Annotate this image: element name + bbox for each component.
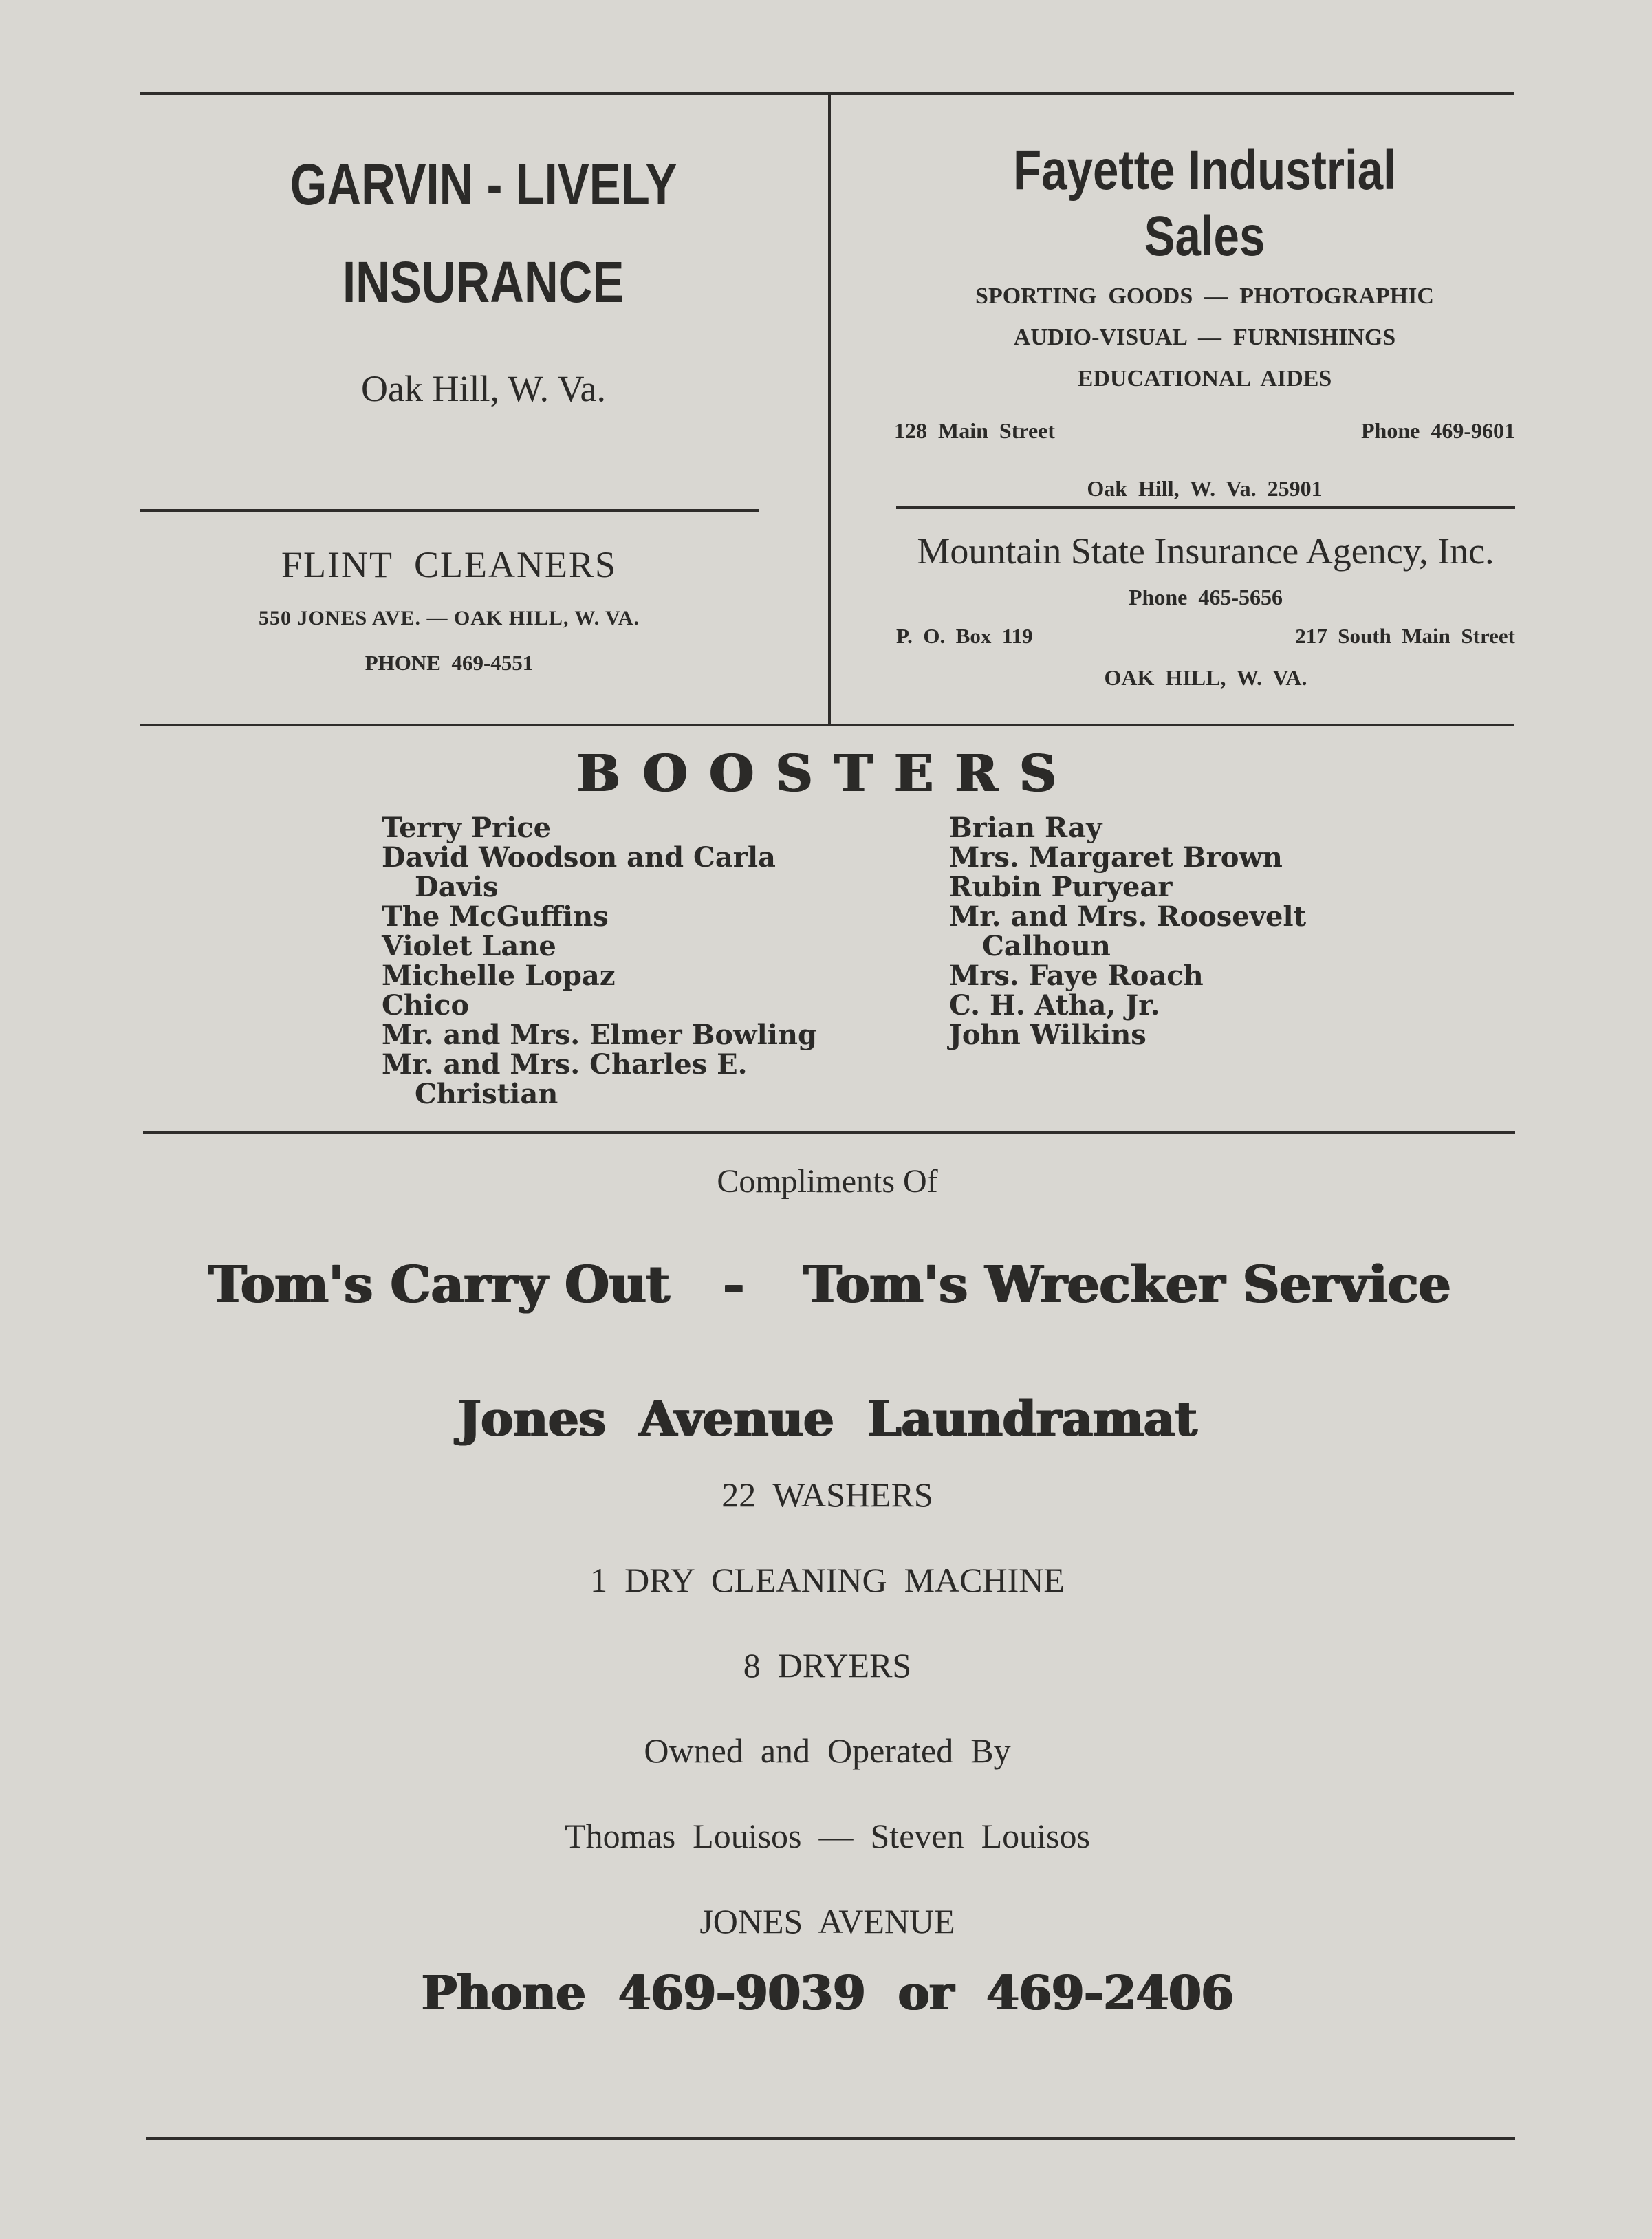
fayette-name: Fayette Industrial Sales (1013, 139, 1396, 268)
fayette-line3: EDUCATIONAL AIDES (1077, 366, 1332, 391)
center-divider (828, 92, 831, 724)
flint-phone: PHONE 469-4551 (365, 651, 534, 675)
headline-dash: - (723, 1255, 744, 1315)
booster-name: Violet Lane (382, 930, 556, 962)
booster-name: Mr. and Mrs. Charles E. (382, 1048, 748, 1081)
flint-cleaners-ad (140, 543, 759, 675)
right-mid-rule (896, 506, 1515, 509)
left-mid-rule (140, 509, 759, 512)
booster-name: Mrs. Margaret Brown (949, 841, 1283, 874)
compliments-of: Compliments Of (717, 1163, 938, 1200)
boosters-title: BOOSTERS (576, 744, 1078, 803)
ads-bottom-rule (140, 724, 1514, 726)
booster-name: Michelle Lopaz (382, 960, 616, 992)
garvin-title-line1: GARVIN - LIVELY (290, 152, 677, 217)
garvin-title-line2: INSURANCE (343, 250, 624, 314)
fayette-line2: AUDIO-VISUAL — FURNISHINGS (1013, 325, 1396, 350)
boosters-bottom-rule (143, 1131, 1515, 1134)
top-rule (140, 92, 1514, 95)
booster-name: Rubin Puryear (949, 871, 1173, 903)
mountain-name: Mountain State Insurance Agency, Inc. (917, 530, 1495, 572)
fayette-address: 128 Main Street (894, 418, 1056, 443)
booster-name: John Wilkins (949, 1019, 1146, 1051)
fayette-line1: SPORTING GOODS — PHOTOGRAPHIC (975, 283, 1434, 309)
garvin-location: Oak Hill, W. Va. (360, 368, 606, 409)
owners-line: Thomas Louisos — Steven Louisos (565, 1817, 1090, 1855)
booster-name: David Woodson and Carla (382, 841, 776, 874)
fayette-phone: Phone 469-9601 (1361, 418, 1515, 443)
booster-name: Mrs. Faye Roach (949, 960, 1204, 992)
boosters-left-list (382, 813, 817, 1109)
booster-name: The McGuffins (382, 900, 609, 933)
dryers-line: 8 DRYERS (743, 1646, 912, 1685)
washers-line: 22 WASHERS (721, 1475, 933, 1514)
toms-wrecker-service: Tom's Wrecker Service (803, 1255, 1451, 1315)
garvin-lively-ad (140, 151, 827, 410)
toms-carry-out: Tom's Carry Out (208, 1255, 670, 1315)
flint-name: FLINT CLEANERS (281, 544, 618, 585)
phone-line: Phone 469-9039 or 469-2406 (421, 1966, 1234, 2021)
mountain-city: OAK HILL, W. VA. (1104, 665, 1307, 690)
booster-name: Chico (382, 989, 470, 1021)
street-line: JONES AVENUE (699, 1902, 955, 1940)
fayette-ad (894, 138, 1515, 501)
mountain-state-ad (896, 530, 1515, 691)
boosters-right-list (949, 813, 1306, 1050)
booster-name: Christian (415, 1078, 558, 1110)
booster-name: Mr. and Mrs. Roosevelt (949, 900, 1307, 933)
dry-cleaning-line: 1 DRY CLEANING MACHINE (590, 1561, 1065, 1599)
mountain-phone: Phone 465-5656 (1129, 585, 1283, 609)
booster-name: Davis (415, 871, 499, 903)
booster-name: C. H. Atha, Jr. (949, 989, 1160, 1021)
booster-name: Brian Ray (949, 812, 1102, 844)
toms-ad (140, 1162, 1515, 2021)
booster-name: Terry Price (382, 812, 552, 844)
owned-operated-line: Owned and Operated By (644, 1731, 1011, 1770)
mountain-box: P. O. Box 119 (896, 624, 1033, 648)
booster-name: Calhoun (982, 930, 1111, 962)
booster-name: Mr. and Mrs. Elmer Bowling (382, 1019, 817, 1051)
mountain-street: 217 South Main Street (1295, 624, 1515, 648)
fayette-city: Oak Hill, W. Va. 25901 (1087, 476, 1323, 501)
flint-address: 550 JONES AVE. — OAK HILL, W. VA. (258, 607, 640, 629)
page-bottom-rule (146, 2137, 1515, 2140)
laundramat-name: Jones Avenue Laundramat (457, 1390, 1197, 1447)
